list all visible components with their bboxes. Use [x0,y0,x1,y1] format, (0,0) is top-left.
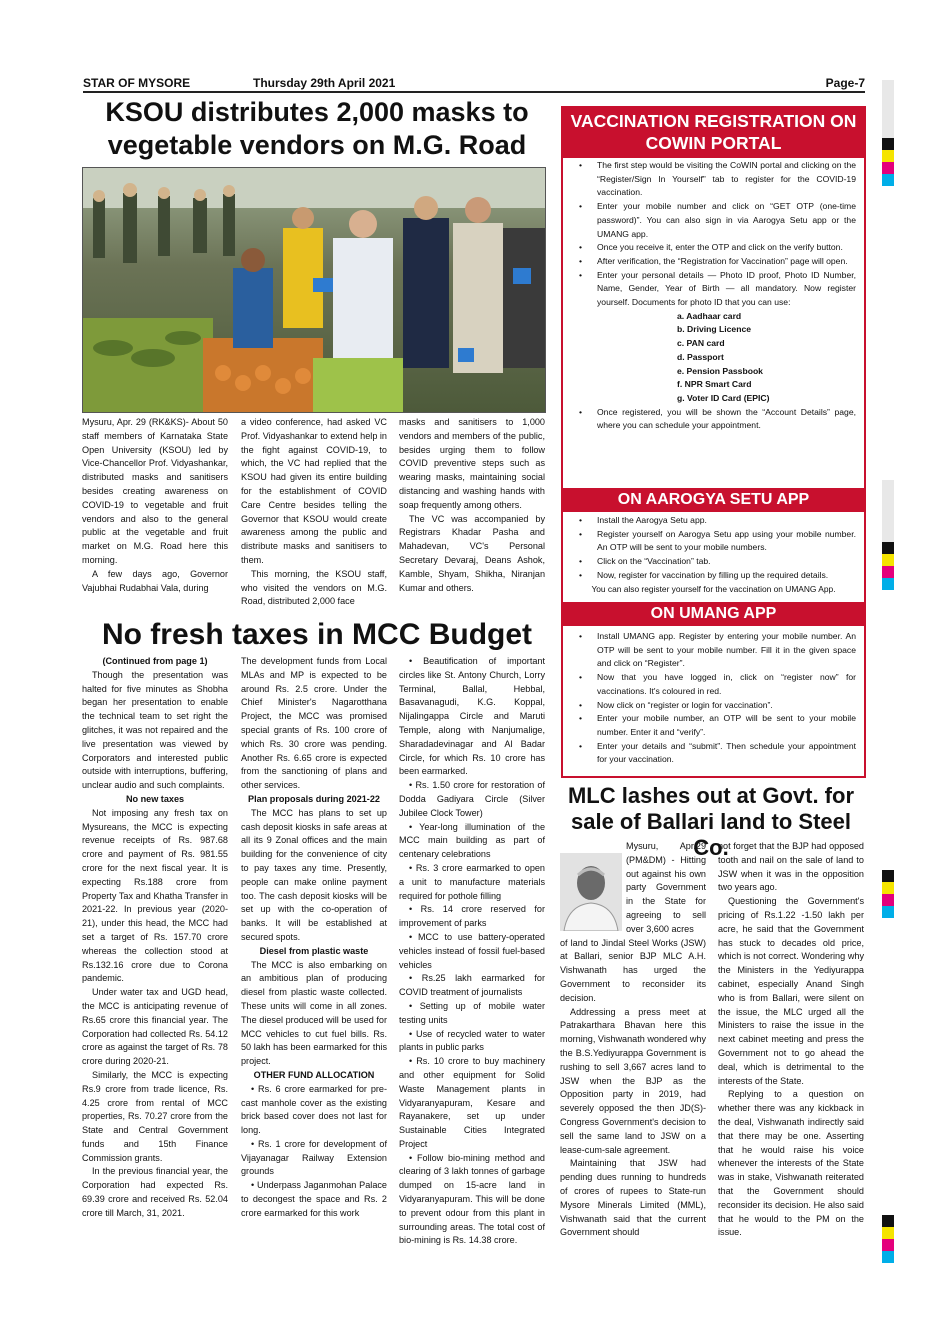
mlc-paragraph: Mysuru, Apr.29 (PM&DM) - Hitting out against his own party Government in the State for agreeing to sell over 3,600 acres [626,841,706,934]
magenta-swatch [882,162,894,174]
registration-marks-top [882,80,894,186]
issue-date: Thursday 29th April 2021 [253,76,396,90]
list-item: • Register yourself on Aarogya Setu app using your mobile number. An OTP will be sent to your mobile numbers. [579,528,856,553]
grey-bar [882,80,894,138]
mcc-budget-headline: No fresh taxes in MCC Budget [101,618,533,651]
ksou-headline: KSOU distributes 2,000 masks to vegetable vendors on M.G. Road [105,97,529,160]
market-photo-illustration [83,168,545,412]
mcc-bullet: • Rs. 1 crore for development of Vijayanagar Railway Extension grounds [241,1138,387,1177]
mcc-paragraph: The MCC is also embarking on an ambitious plan of producing diesel from plastic waste collected. These units will come in all zones. The diesel produced will be used for MCC vehicles to cut fuel bills. Rs. 50 lakh has been earmarked for this project. [241,959,387,1067]
id-doc-list [597,310,856,406]
registration-marks-bottom [882,1215,894,1263]
cyan-swatch [882,174,894,186]
step-text: The first step would be visiting the CoWIN portal and clicking on the “Register/Sign In Yourself” tab to register for the COVID-19 vaccination. [597,160,856,198]
masthead-rule [83,91,865,93]
id-doc: a. Aadhaar card [677,310,742,321]
continued-note: (Continued from page 1) [102,656,208,666]
mcc-paragraph: In the previous financial year, the Corporation had expected Rs. 69.39 crore and received Rs. 52.04 crore till March, 31, 2021. [82,1166,228,1218]
list-item: • Enter your mobile number and click on “GET OTP (one-time password)”. You can also sign in via Aarogya Setu app or the UMANG app. [579,201,856,239]
mlc-paragraph: Maintaining that JSW had pending dues running to hundreds of crores of rupees to State-run Mysore Minerals Limited (MML), Vishwanath said that the current Government should [560,1158,706,1238]
step-text: After verification, the “Registration for Vaccination” page will open. [597,255,848,266]
yellow-swatch [882,1227,894,1239]
mcc-paragraph: The MCC has plans to set up cash deposit kiosks in safe areas at all its 9 Zonal offices and the main building for the convenience of city to pay taxes any time. Presently, people can make online payment too. The cash deposit kiosks will be set up with the co-operation of banks. It will be established at secured spots. [241,807,387,942]
ksou-column-2 [241,416,387,609]
step-text: Enter your personal details — Photo ID proof, Photo ID Number, Name, Gender, Year of Birth — all mandatory. Now register yourself. Documents for photo ID that you can use: [597,269,856,308]
id-doc: b. Driving Licence [677,324,752,335]
step-text: Enter your details and “submit”. Then schedule your appointment for your vaccination. [597,740,856,765]
aarogya-note: You can also register yourself for the vaccination on UMANG App. [591,584,836,594]
list-item: • After verification, the “Registration for Vaccination” page will open. [579,255,848,266]
step-text: Once registered, you will be shown the “Account Details” page, where you can schedule your appointment. [597,406,856,431]
subhead-no-new-taxes: No new taxes [125,793,185,804]
mcc-bullet: • Rs.25 lakh earmarked for COVID treatment of journalists [399,973,545,998]
mcc-bullet: • Rs. 1.50 crore for restoration of Dodda Gadiyara Circle (Silver Jubilee Clock Tower) [399,780,545,818]
mcc-column-1 [82,655,228,1221]
umang-title: ON UMANG APP [563,602,864,626]
mcc-column-3 [399,655,545,1248]
id-doc: g. Voter ID Card (EPIC) [677,392,770,403]
publication-name: STAR OF MYSORE [83,76,191,90]
step-text: Now, register for vaccination by filling up the required details. [597,569,829,580]
mcc-bullet: • Beautification of important circles like St. Antony Church, Lorry Terminal, Ballal, Hebbal, Basavanagudi, K.G. Koppal, Nijalingappa Circle and Maruti Temple, along with Nanjumalige, Sharadadevinagar and Al Badar Circle, for which Rs. 10 crore has been earmarked. [399,656,545,777]
cyan-swatch [882,906,894,918]
magenta-swatch [882,566,894,578]
ksou-column-3 [399,416,545,595]
id-doc: d. Passport [677,351,724,362]
ksou-paragraph: Mysuru, Apr. 29 (RK&KS)- About 50 staff members of Karnataka State Open University (KSOU) led by Vice-Chancellor Prof. Vidyashankar, distributed masks and sanitisers besides creating awareness on COVID-19 to vegetable and fruit vendors and also to the general public at the vegetable and fruit market on M.G. Road here this morning. [82,417,228,565]
page-number: Page-7 [825,76,865,90]
step-text: Install UMANG app. Register by entering your mobile number. An OTP will be sent to your mobile number. Fill it in the given space and click on “Register”. [597,631,856,669]
mcc-bullet: • Setting up of mobile water testing units [399,1000,545,1025]
cyan-swatch [882,578,894,590]
mcc-paragraph: Though the presentation was halted for five minutes as Shobha began her presentation to enable the technical team to set right the glitches, it was not repaired and the live presentation was viewed by Corporators and interested public outside with interruptions, buffering, unclear audio and such complaints. [82,669,228,791]
step-text: Enter your mobile number, an OTP will be sent to your mobile number. Enter it and “verify”. [597,713,856,737]
black-swatch [882,542,894,554]
list-item: • Install UMANG app. Register by entering your mobile number. An OTP will be sent to your mobile number. Fill it in the given space and click on “Register”. [579,631,856,669]
magenta-swatch [882,1239,894,1251]
umang-steps [563,630,864,767]
cyan-swatch [882,1251,894,1263]
id-doc: e. Pension Passbook [677,365,763,376]
mlc-column-2 [718,840,864,1240]
list-item: • The first step would be visiting the CoWIN portal and clicking on the “Register/Sign In Yourself” tab to register for the COVID-19 vaccination. [579,160,856,198]
magenta-swatch [882,894,894,906]
mcc-bullet: • MCC to use battery-operated vehicles instead of fossil fuel-based vehicles [399,931,545,970]
list-item: • Click on the “Vaccination” tab. [579,556,711,567]
black-swatch [882,138,894,150]
list-item: • Enter your personal details — Photo ID proof, Photo ID Number, Name, Gender, Year of Birth — all mandatory. Now register yourself. Documents for photo ID that you can use: a. Aadhaar card b. Driving Licence c. PAN card d. Passport e. Pension Passbook f. NPR Smart Card g. Voter ID Card (EPIC) [563,269,864,406]
vaccination-box [561,106,866,778]
cowin-steps [563,159,864,433]
aarogya-steps [563,514,864,583]
list-item: • Now click on “register or login for vaccination”. [579,699,773,710]
subhead-other-fund: OTHER FUND ALLOCATION [253,1069,375,1080]
ksou-column-1 [82,416,228,595]
vaccination-title: VACCINATION REGISTRATION ON COWIN PORTAL [563,108,864,158]
mcc-bullet: • Follow bio-mining method and clearing of 3 lakh tonnes of garbage dumped on 15-acre land in Vidyaranyapuram. This will be done to prevent odour from this plant in surrounding areas. The total cost of bio-mining is Rs. 14.38 crore. [399,1152,545,1246]
mcc-bullet: • Year-long illumination of the MCC main building as part of centenary celebrations [399,821,545,860]
list-item: • Enter your details and “submit”. Then schedule your appointment for your vaccination. [579,740,856,765]
mlc-headline: MLC lashes out at Govt. for sale of Ballari land to Steel Co. [567,783,855,860]
grey-bar [882,480,894,542]
market-photo [82,167,546,413]
list-item: • Enter your mobile number, an OTP will be sent to your mobile number. Enter it and “verify”. [579,713,856,737]
list-item: • Now that you have logged in, click on “register now” for vaccinations. It's coloured in red. [579,672,856,696]
mlc-column-1 [560,840,706,1240]
mcc-column-2 [241,655,387,1221]
masthead [83,74,865,92]
mcc-paragraph: The development funds from Local MLAs and MP is expected to be around Rs. 2.5 crore. Under the Chief Minister's Nagarotthana Project, the MCC was promised special grants of Rs. 100 crore of which Rs. 30 crore was pending. Another Rs. 6.65 crore is expected from the sanctioning of plans and other services. [241,656,387,791]
black-swatch [882,870,894,882]
mlc-paragraph: Questioning the Government's pricing of Rs.1.22 -1.50 lakh per acre, he said that the Government has stuck to decades old price, which is not correct. Wondering why the Ministers in the Yediyurappa cabinet, especially Anand Singh who is from Ballari, were silent on the issue, the MLC urged all the Ministers to raise the issue in the next cabinet meeting and press the Government not to go ahead the deal, which is detrimental to the interests of the State. [718,896,864,1086]
list-item: • Install the Aarogya Setu app. [579,515,707,525]
list-item: • Once you receive it, enter the OTP and click on the verify button. [579,242,843,253]
yellow-swatch [882,554,894,566]
subhead-plan-proposals: Plan proposals during 2021-22 [248,793,380,804]
yellow-swatch [882,882,894,894]
step-text: Enter your mobile number and click on “GET OTP (one-time password)”. You can also sign in via Aarogya Setu app or the UMANG app. [597,201,856,239]
list-item: • Once registered, you will be shown the “Account Details” page, where you can schedule your appointment. [579,406,856,431]
mcc-bullet: • Rs. 10 crore to buy machinery and other equipment for Solid Waste Management plants in Vidyaranyapuram, Kesare and Rayanakere, set up under Sustainable Cities Integrated Project [399,1056,545,1149]
subhead-diesel: Diesel from plastic waste [259,945,369,956]
mcc-paragraph: Not imposing any fresh tax on Mysureans, the MCC is expecting revenue receipts of Rs. 987.68 crore and payment of Rs. 981.55 crore for the next fiscal year. It is expecting Rs.188 crore from Property Tax and Khatha Transfer in 2021-22. In previous year (2020-21), under this head, the MCC had set a target of Rs. 157.70 crore whereas the collection stood at Rs.132.16 crore due to Corona pandemic. [82,807,228,984]
mlc-paragraph: of land to Jindal Steel Works (JSW) at Ballari, senior BJP MLC A.H. Vishwanath has urged the Government to reconsider its decision. [560,937,706,1003]
step-text: Once you receive it, enter the OTP and click on the verify button. [597,242,843,253]
mcc-bullet: • Rs. 6 crore earmarked for pre-cast manhole cover as the existing brick based cover does not last for long. [241,1083,387,1136]
mlc-paragraph: not forget that the BJP had opposed tooth and nail on the sale of land to JSW when it was in the opposition two years ago. [718,841,864,893]
mcc-bullet: • Use of recycled water to water plants in public parks [399,1028,545,1053]
step-text: Click on the “Vaccination” tab. [597,556,711,567]
id-doc: f. NPR Smart Card [677,379,752,390]
ksou-paragraph: A few days ago, Governor Vajubhai Rudabhai Vala, during [82,568,228,593]
mcc-paragraph: Under water tax and UGD head, the MCC is anticipating revenue of Rs.65 crore this financial year. The Corporation had collected Rs. 54.12 crore as against the target of Rs. 78 crore during 2020-21. [82,987,228,1067]
id-doc: c. PAN card [677,338,725,349]
ksou-paragraph: a video conference, had asked VC Prof. Vidyashankar to extend help in the fight against COVID-19, to which, the VC had replied that the KSOU had given its entire building for the establishment of COVID Care Centre besides telling the Governor that KSOU would create awareness among the public and distribute masks and sanitisers to them. [241,417,387,565]
step-text: Now that you have logged in, click on “register now” for vaccinations. It's coloured in red. [597,672,856,696]
mlc-paragraph: Addressing a press meet at Patrakarthara Bhavan here this morning, Vishwanath wondered why the B.S.Yediyurappa Government is rushing to sell 3,667 acres land to JSW when the BJP as the Opposition party in 2019, had severely opposed the then JD(S)-Congress Government's decision to sell the same land to JSW on a lease-cum-sale agreement. [560,1006,706,1155]
step-text: Register yourself on Aarogya Setu app using your mobile number. An OTP will be sent to your mobile numbers. [597,528,856,553]
aarogya-title: ON AAROGYA SETU APP [563,488,864,512]
ksou-paragraph: This morning, the KSOU staff, who visited the vendors on M.G. Road, distributed 2,000 face [241,568,387,607]
mlc-paragraph: Replying to a question on whether there was any kickback in the deal, Vishwanath indirectly said that there may be one. Asserting that he would raise his voice whenever the interests of the State was in stake, Vishwanath reiterated that the Government should reconsider its decision. He also said that he would to the PM on the issue. [718,1089,864,1238]
registration-marks-lower [882,870,894,918]
list-item: • Now, register for vaccination by filling up the required details. [579,569,829,580]
mcc-bullet: • Underpass Jaganmohan Palace to decongest the space and Rs. 2 crore earmarked for this work [241,1180,387,1218]
mcc-paragraph: Similarly, the MCC is expecting Rs.9 crore from trade licence, Rs. 4.25 crore from rental of MCC properties, Rs. 70.27 crore from the State and Central Government funds and 15th Finance Commission grants. [82,1069,228,1163]
yellow-swatch [882,150,894,162]
ksou-paragraph: masks and sanitisers to 1,000 vendors and members of the public, besides urging them to follow COVID preventive steps such as wearing masks, maintaining social distancing and washing hands with soap frequently among others. [399,417,545,510]
black-swatch [882,1215,894,1227]
ksou-paragraph: The VC was accompanied by Registrars Khadar Pasha and Mahadevan, VC's Personal Secretary Devaraj, Deans Ashok, Kamble, Shyam, Shikha, Niranjan Kumar and others. [399,513,545,593]
mcc-bullet: • Rs. 14 crore reserved for improvement of parks [399,904,545,929]
registration-marks-middle [882,480,894,590]
step-text: Install the Aarogya Setu app. [597,515,707,525]
mcc-bullet: • Rs. 3 crore earmarked to open a unit to manufacture materials required for pothole filling [399,862,545,901]
step-text: Now click on “register or login for vaccination”. [597,699,773,710]
